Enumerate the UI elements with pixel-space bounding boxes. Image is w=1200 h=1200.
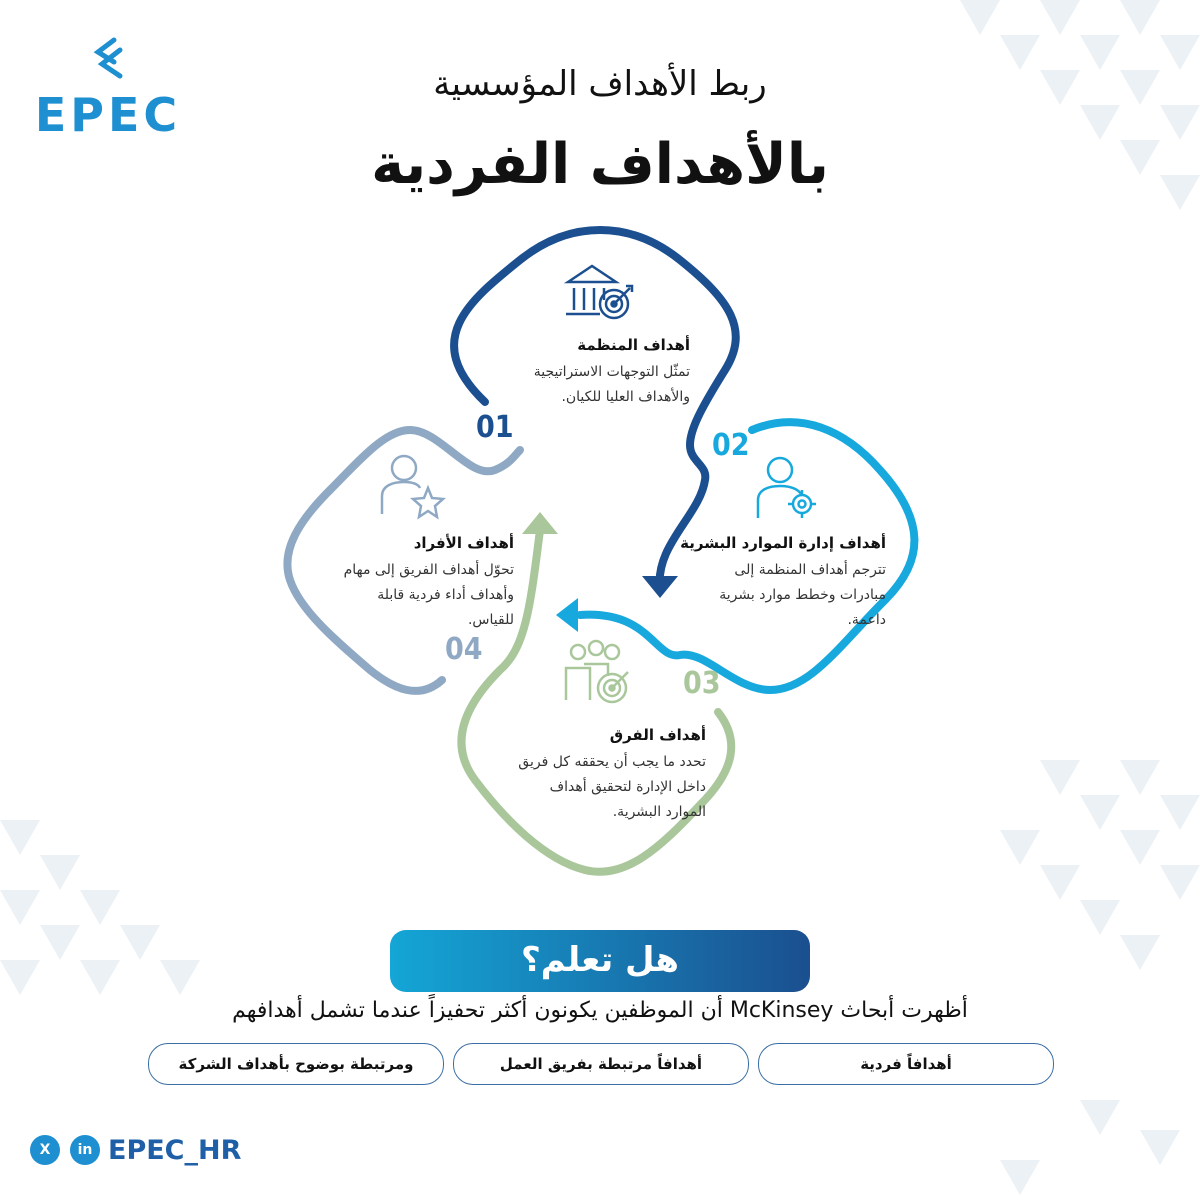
- step-2-arrowhead: [556, 598, 578, 632]
- page-title: بالأهداف الفردية: [371, 132, 829, 197]
- user-star-icon: [382, 456, 443, 517]
- step-1-desc-line: والأهداف العليا للكيان.: [561, 389, 690, 405]
- x-icon[interactable]: X: [30, 1135, 60, 1165]
- step-1-number: 01: [476, 410, 514, 445]
- step-1-block: [490, 336, 690, 410]
- mckinsey-fact: أظهرت أبحاث McKinsey أن الموظفين يكونون أكثر تحفيزاً عندما تشمل أهدافهم: [232, 998, 968, 1023]
- team-target-icon: [566, 641, 628, 702]
- user-gear-icon: [758, 458, 816, 518]
- step-3-arrowhead: [522, 512, 558, 534]
- step-3-desc-line: تحدد ما يجب أن يحققه كل فريق: [518, 754, 706, 770]
- step-1-desc-line: تمثّل التوجهات الاستراتيجية: [533, 364, 690, 380]
- step-2-desc-line: داعمة.: [847, 612, 886, 628]
- step-3-title: أهداف الفرق: [609, 726, 706, 744]
- linkedin-icon[interactable]: in: [70, 1135, 100, 1165]
- step-2-desc-line: مبادرات وخطط موارد بشرية: [719, 587, 886, 603]
- step-4-number: 04: [445, 632, 483, 667]
- social-handle[interactable]: EPEC_HR: [108, 1135, 242, 1166]
- step-2-block: [668, 534, 886, 633]
- step-4-desc-line: وأهداف أداء فردية قابلة: [377, 587, 514, 603]
- step-2-desc-line: تترجم أهداف المنظمة إلى: [734, 562, 886, 578]
- step-2-number: 02: [712, 428, 750, 463]
- pill-individual-goals: أهدافاً فردية: [758, 1043, 1054, 1085]
- page-subtitle: ربط الأهداف المؤسسية: [433, 64, 767, 104]
- step-4-desc-line: للقياس.: [467, 612, 514, 628]
- step-4-block: [296, 534, 514, 633]
- pill-team-goals: أهدافاً مرتبطة بفريق العمل: [453, 1043, 749, 1085]
- step-1-title: أهداف المنظمة: [577, 336, 690, 354]
- step-4-title: أهداف الأفراد: [413, 534, 514, 552]
- step-3-desc-line: داخل الإدارة لتحقيق أهداف: [549, 779, 706, 795]
- step-3-desc-line: الموارد البشرية.: [612, 804, 706, 820]
- step-2-title: أهداف إدارة الموارد البشرية: [680, 534, 886, 552]
- did-you-know-banner: هل تعلم؟: [390, 930, 810, 992]
- bank-target-icon: [566, 266, 632, 318]
- logo-text: EPEC: [34, 88, 182, 142]
- step-3-number: 03: [683, 666, 721, 701]
- step-3-block: [486, 726, 706, 825]
- pill-company-goals: ومرتبطة بوضوح بأهداف الشركة: [148, 1043, 444, 1085]
- step-4-desc-line: تحوّل أهداف الفريق إلى مهام: [343, 562, 514, 578]
